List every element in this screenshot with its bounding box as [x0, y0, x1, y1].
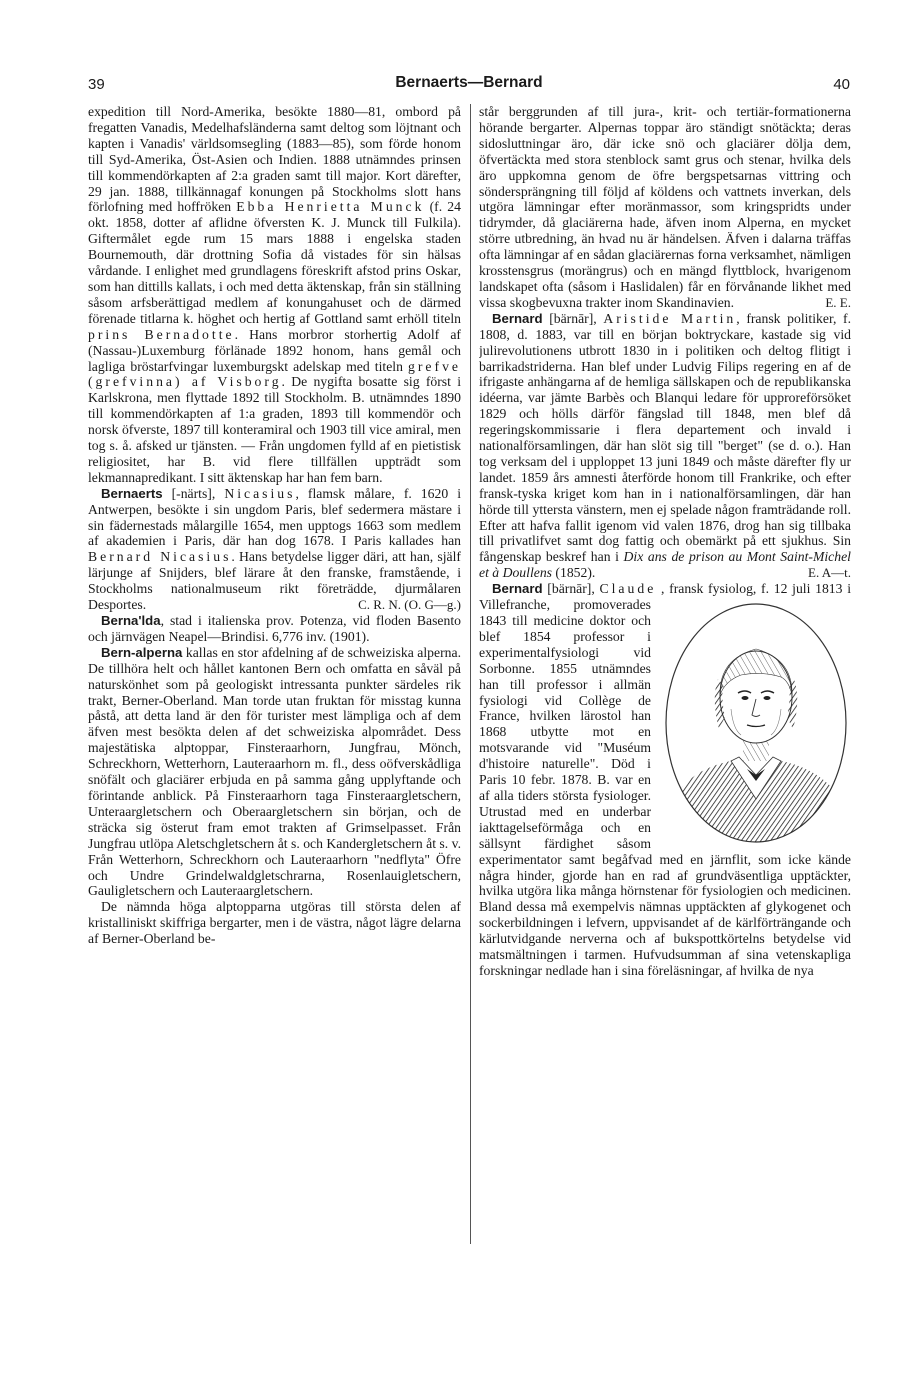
- entry-continuation: expedition till Nord-Amerika, besökte 1880—81, ombord på fregatten Vanadis, Medelhafsländerna samt deltog som löjtnant och kapten i Vanadis' världsomsegling (1883—85), som förde honom till Syd-Amerika, Öst-Asien och Indien. 1888 utnämndes prinsen till kommendörkapten af 2:a graden samt till major. Kort därefter, 29 jan. 1888, tillkännagaf konungen på Stockholms slott hans förlofning med hoffröken Ebba Henrietta Munck (f. 24 okt. 1858, dotter af aflidne öfversten K. J. Munck till Fulkila). Giftermålet egde rum 15 mars 1888 i engelska staden Bournemouth, där drottning Sofia då vistades för sin hälsas vårdande. I enlighet med grundlagens föreskrift afstod prins Oskar, som han dittills kallats, i och med detta äktenskap, från sin ställning såsom arfsberättigad medlem af konungahuset och de därmed förenade titlarna k. höghet och hertig af Gottland samt erhöll titeln prins Bernadotte. Hans morbror storhertig Adolf af (Nassau-)Luxemburg förlänade 1892 honom, hans gemål och lagliga bröstarfvingar luxemburgskt adelskap med titeln grefve (grefvinna) af Visborg. De nygifta bosatte sig först i Karlskrona, men flyttade 1892 till Stockholm. B. utnämndes 1890 till kommendörkapten af 1:a graden, 1893 till kommendör och norsk öfverste, 1897 till konteramiral och 1903 till vice amiral, men tog s. å. afsked ur tjänsten. — Från ungdomen fylld af en pietistisk religiositet, har B. vid flere tillfällen uppträdt som lekmannapredikant. I sitt äktenskap har han fem barn.: [88, 104, 461, 485]
- author-signature: E. A—t.: [808, 565, 851, 581]
- author-signature: C. R. N. (O. G—g.): [358, 597, 461, 613]
- headword: Bernaerts: [101, 485, 163, 501]
- entry-bernalda: Berna'lda, stad i italienska prov. Potenza, vid floden Basento och järnvägen Neapel—Brindisi. 6,776 inv. (1901).: [88, 613, 461, 644]
- headword: Bern-alperna: [101, 644, 183, 660]
- column-divider: [470, 104, 471, 1244]
- left-column: [88, 104, 461, 1264]
- portrait-engraving-icon: [661, 599, 851, 847]
- headword: Bernard: [492, 310, 543, 326]
- entry-bern-alperna: Bern-alperna kallas en stor afdelning af de schweiziska alperna. De tillhöra helt och hållet kantonen Bern och omfatta en såväl på naturskönhet som på geologiskt intressanta punkter särdeles rik trakt, Berner-Oberland. Man torde utan fruktan för misstag kunna påstå, att detta land är den för turister mest lämpliga och af dem äfven mest besökta delen af det schweiziska alpområdet. Dess majestätiska alptoppar, Finsteraarhorn, Jungfrau, Mönch, Schreckhorn, Wetterhorn, Lauteraarhorn m. fl., dess oöfverskådliga snöfält och glaciärer erbjuda en på samma gång upplyftande och förintande anblick. På Finsteraarhorn taga Finsteraargletschern, Unteraargletschern och Oberaargletschern sin början, och de sträcka sig österut fram emot trakten af Grimselpasset. Från Jungfrau utlöpa Aletschgletschern åt s. och Kandergletschern åt s. v. Från Wetterhorn, Schreckhorn och Lauteraarhorn "nedflyta" Öfre och Undre Grindelwaldgletschrarna, Rosenlauigletschern, Gauligletschern och Lauteraargletschern.: [88, 644, 461, 899]
- entry-bern-alperna-end: står berggrunden af till jura-, krit- och tertiär-formationerna hörande bergarter. Alpernas toppar äro ständigt snötäckta; deras sidosluttningar äro, där icke snö och glaciärer dölja dem, öfvertäckta med stora stenblock samt grus och stenar, hvilka dels äro uppkomna genom de öfre bergspetsarnas vittring och söndersprängning till följd af köldens och vattnets inverkan, dels utgöra lämningar efter moränmassor, som kringspridts under tidrymder, då glaciärerna hade, äfven inom Alperna, en mycket större utbredning, än hvad nu är händelsen. Äfven i dalarna träffas ofta lämningar af en sådan glaciärernas forna verksamhet, nämligen krosstensgrus (morängrus) och en mängd flyttblock, hvarigenom landskapet ofta (såsom i Haslidalen) får en förvånande likhet med vissa skogbevuxna trakter inom Skandinavien. E. E.: [479, 104, 851, 310]
- entry-bernard-claude: Bernard [bärnār], Claude , fransk fysiolog, f. 12 juli 1813 i Villefranche, promoverades 1843 till medicine doktor och blef 1854 professor i experimentalfysiologi vid Sorbonne. 1855 utnämndes han till professor i allmän fysiologi vid Collège de France, hvilken lärostol han 1868 utbytte mot en motsvarande vid "Muséum d'histoire naturelle". Död i Paris 10 febr. 1878. B. var en af alla tiders största fysiologer. Utrustad med en underbar iakttagelseförmåga och en sällsynt färdighet såsom experimentator samt begåfvad med en järnflit, som icke kände några hinder, gjorde han en rad af grundväsentliga upptäckter, hvilka utgöra lika många hörnstenar för fysiologien och medicinen. Bland dessa må exempelvis nämnas upptäckten af glykogenet och sockerbildningen i lefvern, uppvisandet af de kärlförträngande och kärlutvidgande nerverna och af bukspottkörtelns betydelse vid matsmältningen i tarmen. Hufvudsumman af sina vetenskapliga forskningar nedlade han i sina föreläsningar, af hvilka de nya: [479, 581, 851, 978]
- headword: Berna'lda: [101, 613, 161, 628]
- entry-bernaerts: Bernaerts [-närts], Nicasius, flamsk målare, f. 1620 i Antwerpen, besökte i sin ungdom Paris, blef sedermera mästare i sin fädernestads målargille 1654, men upptogs 1663 som medlem af akademien i Paris, där han dog 1678. I Paris kallades han Bernard Nicasius. Hans betydelse ligger däri, att han, själf lärjunge af Snijders, blef lärare åt den franske, framstående, i Stockholms nationalmuseum rikt företrädde, djurmålaren Desportes. C. R. N. (O. G—g.): [88, 485, 461, 613]
- page-header: [88, 74, 850, 98]
- author-signature: E. E.: [825, 294, 851, 310]
- running-title: Bernaerts—Bernard: [395, 74, 543, 91]
- right-column: [479, 104, 851, 1264]
- headword: Bernard: [492, 581, 543, 597]
- entry-bern-alperna-cont: De nämnda höga alptopparna utgöras till största delen af kristalliniskt skiffriga bergarter, men i de västra, något lägre delarna af Berner-Oberland be-: [88, 899, 461, 947]
- entry-bernard-aristide: Bernard [bärnār], Aristide Martin, fransk politiker, f. 1808, d. 1883, var till en början boktryckare, kastade sig vid julirevolutionens utbrott 1830 in i politiken och deltog flitigt i barrikadstriderna. Han blef under Ludvig Filips regering en af de ifrigaste anhängarna af de hemliga sällskapen och de republikanska idéerna, var jämte Barbès och Blanqui ledare för upproreförsöket 1829 och hölls därför fängslad till 1848, men blef då regeringskommissarie i flera departement och invald i nationalförsamlingen, där han slöt sig till "berget" (se d. o.). Han tog verksam del i upploppet 13 juni 1849 och måste därefter fly ur landet. 1859 års amnesti återförde honom till Frankrike, och efter fransk-tyska kriget kom han in i nationalförsamlingen, där han hörde till yttersta vänstern, men ej spelade någon framträdande roll. Efter att hafva fallit igenom vid valen 1876, drog han sig tillbaka till privatlifvet samt dog fattig och obemärkt på ett sjukhus. Sin fångenskap beskref han i Dix ans de prison au Mont Saint-Michel et à Doullens (1852). E. A—t.: [479, 310, 851, 581]
- page-number-left: 39: [88, 76, 105, 93]
- page-number-right: 40: [833, 76, 850, 93]
